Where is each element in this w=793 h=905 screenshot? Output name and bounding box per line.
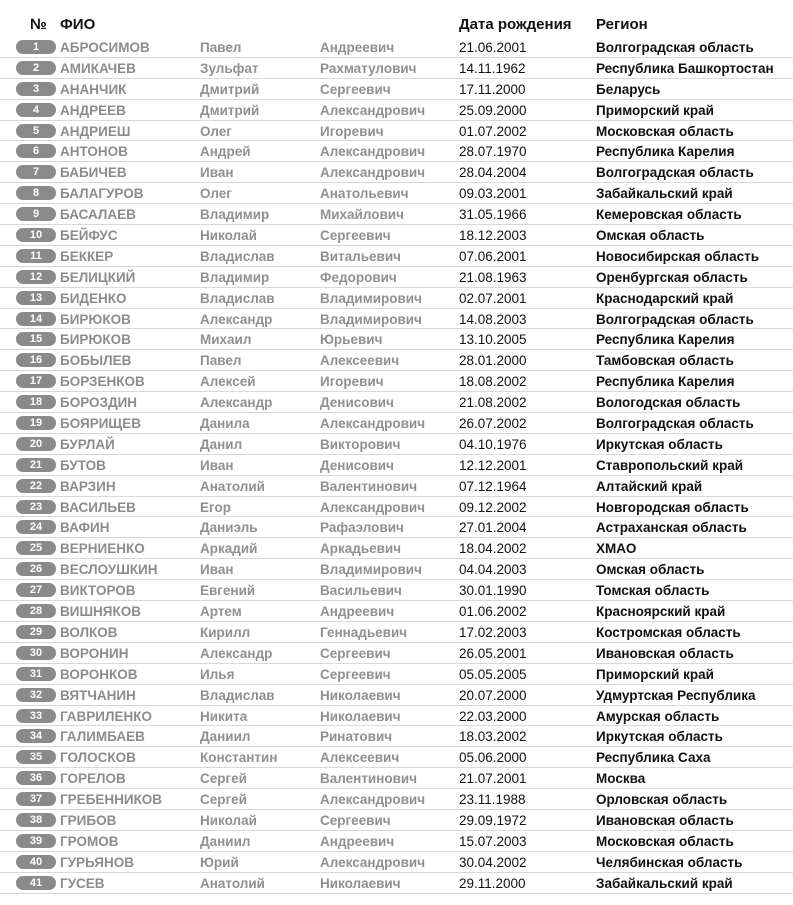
patronymic-cell: Алексеевич <box>320 750 400 766</box>
region-cell: Иркутская область <box>596 436 723 452</box>
surname-cell: ГОЛОСКОВ <box>60 750 136 766</box>
row-number-badge: 10 <box>16 228 56 242</box>
patronymic-cell: Игоревич <box>320 374 384 390</box>
patronymic-cell: Рафаэлович <box>320 520 404 536</box>
region-cell: Волгоградская область <box>596 311 754 327</box>
table-row <box>0 371 793 392</box>
first-name-cell: Иван <box>200 562 234 578</box>
first-name-cell: Даниэль <box>200 520 258 536</box>
header-dob: Дата рождения <box>459 16 572 33</box>
row-number-badge: 38 <box>16 813 56 827</box>
patronymic-cell: Александрович <box>320 102 426 118</box>
surname-cell: БОРЗЕНКОВ <box>60 374 145 390</box>
table-row <box>0 685 793 706</box>
region-cell: Республика Башкортостан <box>596 60 774 76</box>
row-number-badge: 1 <box>16 40 56 54</box>
patronymic-cell: Андреевич <box>320 604 395 620</box>
table-row <box>0 580 793 601</box>
region-cell: Ивановская область <box>596 812 734 828</box>
table-row <box>0 100 793 121</box>
first-name-cell: Александр <box>200 395 273 411</box>
patronymic-cell: Алексеевич <box>320 353 400 369</box>
first-name-cell: Олег <box>200 123 232 139</box>
first-name-cell: Дмитрий <box>200 102 260 118</box>
first-name-cell: Анатолий <box>200 875 265 891</box>
first-name-cell: Артем <box>200 604 242 620</box>
region-cell: Астраханская область <box>596 520 747 536</box>
header-region: Регион <box>596 16 648 33</box>
surname-cell: АМИКАЧЕВ <box>60 60 136 76</box>
row-number-badge: 2 <box>16 61 56 75</box>
surname-cell: ГУСЕВ <box>60 875 105 891</box>
surname-cell: БОЯРИЩЕВ <box>60 416 141 432</box>
region-cell: Вологодская область <box>596 395 741 411</box>
row-number-badge: 7 <box>16 165 56 179</box>
row-number-badge: 15 <box>16 332 56 346</box>
row-number-badge: 37 <box>16 792 56 806</box>
birth-date-cell: 31.05.1966 <box>459 207 527 223</box>
row-number-badge: 26 <box>16 562 56 576</box>
birth-date-cell: 25.09.2000 <box>459 102 527 118</box>
surname-cell: ГАЛИМБАЕВ <box>60 729 145 745</box>
table-row <box>0 476 793 497</box>
table-row <box>0 246 793 267</box>
region-cell: Республика Карелия <box>596 144 735 160</box>
table-row <box>0 58 793 79</box>
region-cell: Омская область <box>596 228 705 244</box>
table-row <box>0 121 793 142</box>
table-row <box>0 350 793 371</box>
table-row <box>0 141 793 162</box>
surname-cell: БИРЮКОВ <box>60 311 131 327</box>
first-name-cell: Александр <box>200 311 273 327</box>
row-number-badge: 30 <box>16 646 56 660</box>
row-number-badge: 41 <box>16 876 56 890</box>
table-row <box>0 183 793 204</box>
first-name-cell: Егор <box>200 499 231 515</box>
patronymic-cell: Валентинович <box>320 478 418 494</box>
table-header <box>0 0 793 40</box>
first-name-cell: Алексей <box>200 374 256 390</box>
row-number-badge: 28 <box>16 604 56 618</box>
table-row <box>0 768 793 789</box>
region-cell: Ставропольский край <box>596 457 744 473</box>
first-name-cell: Владислав <box>200 687 275 703</box>
region-cell: Московская область <box>596 833 734 849</box>
patronymic-cell: Ринатович <box>320 729 393 745</box>
birth-date-cell: 21.08.2002 <box>459 395 527 411</box>
birth-date-cell: 28.07.1970 <box>459 144 527 160</box>
patronymic-cell: Николаевич <box>320 875 401 891</box>
birth-date-cell: 21.06.2001 <box>459 40 527 55</box>
surname-cell: БЕЛИЦКИЙ <box>60 269 136 285</box>
first-name-cell: Евгений <box>200 583 256 599</box>
birth-date-cell: 22.03.2000 <box>459 708 527 724</box>
first-name-cell: Владислав <box>200 290 275 306</box>
first-name-cell: Владимир <box>200 207 270 223</box>
birth-date-cell: 27.01.2004 <box>459 520 527 536</box>
birth-date-cell: 26.05.2001 <box>459 645 527 661</box>
birth-date-cell: 15.07.2003 <box>459 833 527 849</box>
birth-date-cell: 21.07.2001 <box>459 771 527 787</box>
first-name-cell: Даниил <box>200 729 251 745</box>
surname-cell: ВЕРНИЕНКО <box>60 541 145 557</box>
row-number-badge: 34 <box>16 729 56 743</box>
birth-date-cell: 18.12.2003 <box>459 228 527 244</box>
surname-cell: ВОРОНИН <box>60 645 129 661</box>
patronymic-cell: Игоревич <box>320 123 384 139</box>
surname-cell: БЕЙФУС <box>60 228 118 244</box>
surname-cell: ГРЕБЕННИКОВ <box>60 792 163 808</box>
surname-cell: ГРОМОВ <box>60 833 119 849</box>
surname-cell: БАСАЛАЕВ <box>60 207 136 223</box>
birth-date-cell: 14.11.1962 <box>459 60 526 76</box>
birth-date-cell: 04.10.1976 <box>459 436 527 452</box>
birth-date-cell: 05.05.2005 <box>459 666 527 682</box>
patronymic-cell: Сергеевич <box>320 81 391 97</box>
region-cell: Республика Карелия <box>596 332 735 348</box>
row-number-badge: 36 <box>16 771 56 785</box>
surname-cell: БАБИЧЕВ <box>60 165 127 181</box>
region-cell: ХМАО <box>596 541 637 557</box>
table-row <box>0 789 793 810</box>
table-row <box>0 873 793 894</box>
birth-date-cell: 17.11.2000 <box>459 81 526 97</box>
first-name-cell: Константин <box>200 750 278 766</box>
birth-date-cell: 05.06.2000 <box>459 750 527 766</box>
birth-date-cell: 29.09.1972 <box>459 812 527 828</box>
surname-cell: АНДРЕЕВ <box>60 102 126 118</box>
region-cell: Кемеровская область <box>596 207 742 223</box>
patronymic-cell: Аркадьевич <box>320 541 402 557</box>
table-row <box>0 747 793 768</box>
birth-date-cell: 18.04.2002 <box>459 541 527 557</box>
patronymic-cell: Анатольевич <box>320 186 409 202</box>
table-row <box>0 37 793 58</box>
row-number-badge: 13 <box>16 291 56 305</box>
row-number-badge: 16 <box>16 353 56 367</box>
surname-cell: ВАРЗИН <box>60 478 116 494</box>
row-number-badge: 32 <box>16 688 56 702</box>
patronymic-cell: Андреевич <box>320 833 395 849</box>
patronymic-cell: Рахматулович <box>320 60 417 76</box>
surname-cell: АНТОНОВ <box>60 144 128 160</box>
region-cell: Волгоградская область <box>596 40 754 55</box>
birth-date-cell: 07.06.2001 <box>459 248 527 264</box>
table-row <box>0 79 793 100</box>
birth-date-cell: 09.12.2002 <box>459 499 527 515</box>
first-name-cell: Александр <box>200 645 273 661</box>
surname-cell: БОРОЗДИН <box>60 395 138 411</box>
surname-cell: ГАВРИЛЕНКО <box>60 708 152 724</box>
row-number-badge: 24 <box>16 520 56 534</box>
table-row <box>0 162 793 183</box>
region-cell: Удмуртская Республика <box>596 687 756 703</box>
patronymic-cell: Сергеевич <box>320 666 391 682</box>
first-name-cell: Анатолий <box>200 478 265 494</box>
surname-cell: БИРЮКОВ <box>60 332 131 348</box>
row-number-badge: 6 <box>16 144 56 158</box>
table-row <box>0 392 793 413</box>
patronymic-cell: Денисович <box>320 457 394 473</box>
region-cell: Беларусь <box>596 81 661 97</box>
patronymic-cell: Александрович <box>320 144 426 160</box>
patronymic-cell: Юрьевич <box>320 332 383 348</box>
surname-cell: ГОРЕЛОВ <box>60 771 126 787</box>
header-fio: ФИО <box>60 16 96 33</box>
region-cell: Республика Карелия <box>596 374 735 390</box>
row-number-badge: 29 <box>16 625 56 639</box>
surname-cell: ВИКТОРОВ <box>60 583 136 599</box>
birth-date-cell: 21.08.1963 <box>459 269 527 285</box>
patronymic-cell: Николаевич <box>320 708 401 724</box>
region-cell: Алтайский край <box>596 478 703 494</box>
row-number-badge: 25 <box>16 541 56 555</box>
patronymic-cell: Михайлович <box>320 207 404 223</box>
region-cell: Омская область <box>596 562 705 578</box>
birth-date-cell: 01.06.2002 <box>459 604 527 620</box>
first-name-cell: Павел <box>200 353 242 369</box>
birth-date-cell: 23.11.1988 <box>459 792 526 808</box>
birth-date-cell: 17.02.2003 <box>459 624 527 640</box>
patronymic-cell: Андреевич <box>320 40 395 55</box>
row-number-badge: 17 <box>16 374 56 388</box>
first-name-cell: Владимир <box>200 269 270 285</box>
first-name-cell: Павел <box>200 40 242 55</box>
surname-cell: ВЯТЧАНИН <box>60 687 136 703</box>
patronymic-cell: Владимирович <box>320 290 422 306</box>
table-row <box>0 601 793 622</box>
patronymic-cell: Сергеевич <box>320 228 391 244</box>
surname-cell: АБРОСИМОВ <box>60 40 150 55</box>
surname-cell: БУТОВ <box>60 457 106 473</box>
patronymic-cell: Александрович <box>320 854 426 870</box>
region-cell: Челябинская область <box>596 854 743 870</box>
region-cell: Забайкальский край <box>596 875 733 891</box>
patronymic-cell: Сергеевич <box>320 812 391 828</box>
first-name-cell: Дмитрий <box>200 81 260 97</box>
patronymic-cell: Сергеевич <box>320 645 391 661</box>
surname-cell: ВАСИЛЬЕВ <box>60 499 136 515</box>
patronymic-cell: Валентинович <box>320 771 418 787</box>
row-number-badge: 40 <box>16 855 56 869</box>
first-name-cell: Никита <box>200 708 248 724</box>
table-row <box>0 329 793 350</box>
surname-cell: АНДРИЕШ <box>60 123 131 139</box>
birth-date-cell: 20.07.2000 <box>459 687 527 703</box>
table-row <box>0 643 793 664</box>
region-cell: Орловская область <box>596 792 728 808</box>
region-cell: Новгородская область <box>596 499 749 515</box>
row-number-badge: 8 <box>16 186 56 200</box>
region-cell: Иркутская область <box>596 729 723 745</box>
birth-date-cell: 28.04.2004 <box>459 165 527 181</box>
table-row <box>0 664 793 685</box>
region-cell: Московская область <box>596 123 734 139</box>
table-row <box>0 706 793 727</box>
row-number-badge: 20 <box>16 437 56 451</box>
patronymic-cell: Геннадьевич <box>320 624 408 640</box>
row-number-badge: 3 <box>16 82 56 96</box>
birth-date-cell: 30.04.2002 <box>459 854 527 870</box>
surname-cell: ВОЛКОВ <box>60 624 118 640</box>
first-name-cell: Даниил <box>200 833 251 849</box>
table-row <box>0 204 793 225</box>
row-number-badge: 39 <box>16 834 56 848</box>
patronymic-cell: Витальевич <box>320 248 401 264</box>
birth-date-cell: 18.03.2002 <box>459 729 527 745</box>
birth-date-cell: 12.12.2001 <box>459 457 527 473</box>
first-name-cell: Михаил <box>200 332 252 348</box>
patronymic-cell: Владимирович <box>320 311 422 327</box>
birth-date-cell: 26.07.2002 <box>459 416 527 432</box>
first-name-cell: Иван <box>200 457 234 473</box>
first-name-cell: Андрей <box>200 144 251 160</box>
region-cell: Оренбургская область <box>596 269 748 285</box>
birth-date-cell: 14.08.2003 <box>459 311 527 327</box>
table-row <box>0 810 793 831</box>
surname-cell: ГРИБОВ <box>60 812 117 828</box>
table-row <box>0 434 793 455</box>
surname-cell: АНАНЧИК <box>60 81 127 97</box>
row-number-badge: 35 <box>16 750 56 764</box>
region-cell: Волгоградская область <box>596 416 754 432</box>
birth-date-cell: 02.07.2001 <box>459 290 527 306</box>
table-row <box>0 559 793 580</box>
patronymic-cell: Александрович <box>320 165 426 181</box>
patronymic-cell: Владимирович <box>320 562 422 578</box>
row-number-badge: 4 <box>16 103 56 117</box>
birth-date-cell: 07.12.1964 <box>459 478 527 494</box>
birth-date-cell: 28.01.2000 <box>459 353 527 369</box>
patronymic-cell: Александрович <box>320 499 426 515</box>
table-row <box>0 413 793 434</box>
birth-date-cell: 04.04.2003 <box>459 562 527 578</box>
birth-date-cell: 13.10.2005 <box>459 332 527 348</box>
row-number-badge: 11 <box>16 249 56 263</box>
first-name-cell: Олег <box>200 186 232 202</box>
row-number-badge: 23 <box>16 500 56 514</box>
region-cell: Приморский край <box>596 666 714 682</box>
region-cell: Республика Саха <box>596 750 711 766</box>
surname-cell: БАЛАГУРОВ <box>60 186 144 202</box>
region-cell: Приморский край <box>596 102 714 118</box>
row-number-badge: 18 <box>16 395 56 409</box>
surname-cell: ВАФИН <box>60 520 110 536</box>
patronymic-cell: Александрович <box>320 792 426 808</box>
patronymic-cell: Викторович <box>320 436 401 452</box>
table-row <box>0 225 793 246</box>
region-cell: Красноярский край <box>596 604 726 620</box>
surname-cell: ВИШНЯКОВ <box>60 604 141 620</box>
region-cell: Забайкальский край <box>596 186 733 202</box>
first-name-cell: Зульфат <box>200 60 259 76</box>
region-cell: Краснодарский край <box>596 290 734 306</box>
region-cell: Ивановская область <box>596 645 734 661</box>
first-name-cell: Кирилл <box>200 624 251 640</box>
table-row <box>0 497 793 518</box>
table-row <box>0 852 793 873</box>
table-row <box>0 309 793 330</box>
table-row <box>0 267 793 288</box>
birth-date-cell: 29.11.2000 <box>459 875 526 891</box>
row-number-badge: 14 <box>16 312 56 326</box>
birth-date-cell: 18.08.2002 <box>459 374 527 390</box>
row-number-badge: 5 <box>16 124 56 138</box>
surname-cell: БЕККЕР <box>60 248 114 264</box>
first-name-cell: Николай <box>200 228 257 244</box>
surname-cell: БОБЫЛЕВ <box>60 353 132 369</box>
table-row <box>0 726 793 747</box>
row-number-badge: 21 <box>16 458 56 472</box>
table-body <box>0 37 793 894</box>
first-name-cell: Сергей <box>200 792 247 808</box>
row-number-badge: 27 <box>16 583 56 597</box>
row-number-badge: 33 <box>16 709 56 723</box>
region-cell: Волгоградская область <box>596 165 754 181</box>
region-cell: Новосибирская область <box>596 248 760 264</box>
table-row <box>0 622 793 643</box>
table-row <box>0 538 793 559</box>
birth-date-cell: 09.03.2001 <box>459 186 527 202</box>
first-name-cell: Данила <box>200 416 250 432</box>
table-row <box>0 831 793 852</box>
region-cell: Костромская область <box>596 624 741 640</box>
region-cell: Амурская область <box>596 708 720 724</box>
first-name-cell: Сергей <box>200 771 247 787</box>
surname-cell: ГУРЬЯНОВ <box>60 854 134 870</box>
surname-cell: БУРЛАЙ <box>60 436 115 452</box>
patronymic-cell: Федорович <box>320 269 397 285</box>
table-row <box>0 455 793 476</box>
first-name-cell: Юрий <box>200 854 239 870</box>
surname-cell: БИДЕНКО <box>60 290 127 306</box>
patronymic-cell: Александрович <box>320 416 426 432</box>
birth-date-cell: 01.07.2002 <box>459 123 527 139</box>
table-row <box>0 288 793 309</box>
patronymic-cell: Денисович <box>320 395 394 411</box>
row-number-badge: 22 <box>16 479 56 493</box>
first-name-cell: Николай <box>200 812 257 828</box>
row-number-badge: 19 <box>16 416 56 430</box>
region-cell: Москва <box>596 771 646 787</box>
first-name-cell: Владислав <box>200 248 275 264</box>
table-row <box>0 517 793 538</box>
row-number-badge: 12 <box>16 270 56 284</box>
first-name-cell: Аркадий <box>200 541 258 557</box>
row-number-badge: 31 <box>16 667 56 681</box>
patronymic-cell: Васильевич <box>320 583 402 599</box>
first-name-cell: Илья <box>200 666 235 682</box>
first-name-cell: Иван <box>200 165 234 181</box>
header-number: № <box>30 16 47 33</box>
first-name-cell: Данил <box>200 436 243 452</box>
row-number-badge: 9 <box>16 207 56 221</box>
birth-date-cell: 30.01.1990 <box>459 583 527 599</box>
surname-cell: ВОРОНКОВ <box>60 666 138 682</box>
region-cell: Тамбовская область <box>596 353 734 369</box>
patronymic-cell: Николаевич <box>320 687 401 703</box>
surname-cell: ВЕСЛОУШКИН <box>60 562 158 578</box>
region-cell: Томская область <box>596 583 710 599</box>
